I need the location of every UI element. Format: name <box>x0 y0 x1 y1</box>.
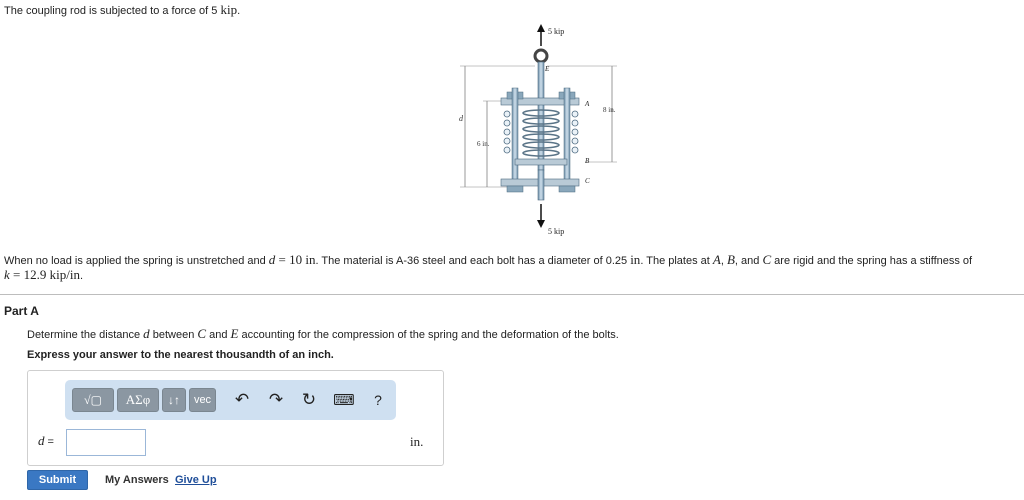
help-icon[interactable]: ? <box>374 392 382 408</box>
give-up-link[interactable]: Give Up <box>175 474 217 486</box>
intro-force-unit: kip <box>220 2 238 17</box>
label-B: B <box>585 157 590 165</box>
var-A: A <box>712 252 721 267</box>
unit-in: in <box>630 252 641 267</box>
statement-period: . <box>79 270 84 282</box>
answer-variable-label <box>38 433 54 449</box>
var-d: d <box>268 252 276 267</box>
question-var-C: C <box>197 326 207 341</box>
label-C: C <box>585 177 590 185</box>
section-divider <box>0 294 1024 295</box>
coupling-rod-figure <box>455 22 635 242</box>
load-top-label: 5 kip <box>548 27 565 36</box>
var-C: C <box>762 252 772 267</box>
answer-equals: = <box>44 436 54 448</box>
question-text-2: between <box>149 329 198 341</box>
statement-text-1: When no load is applied the spring is unstretched and <box>4 255 269 267</box>
math-toolbar <box>65 380 396 420</box>
problem-intro <box>4 2 240 18</box>
load-arrow-down-icon <box>537 220 545 228</box>
bolt-left <box>512 88 518 184</box>
var-B: B <box>726 252 735 267</box>
submit-button[interactable]: Submit <box>27 470 88 490</box>
dimension-d-label: d <box>459 114 463 123</box>
part-a-title: Part A <box>4 304 39 318</box>
statement-text-4: are rigid and the spring has a stiffness of <box>771 255 973 267</box>
bolt-right <box>564 88 570 184</box>
question-var-d: d <box>143 326 150 341</box>
dimension-8in-label: 8 in. <box>603 106 616 114</box>
answer-instruction: Express your answer to the nearest thousandth of an inch. <box>27 349 334 361</box>
k-value: = 12.9 kip/in <box>9 267 80 282</box>
reset-icon[interactable]: ↻ <box>301 390 317 409</box>
answer-var-d: d <box>38 433 45 448</box>
statement-text-2: . The material is A-36 steel and each bolt has a diameter of 0.25 <box>315 255 631 267</box>
load-arrow-up-icon <box>537 24 545 32</box>
load-bottom-label: 5 kip <box>548 227 565 236</box>
answer-unit: in. <box>410 434 424 449</box>
var-k: k <box>4 267 10 282</box>
template-button[interactable]: √▢ <box>72 388 114 412</box>
keyboard-icon[interactable]: ⌨ <box>333 392 355 409</box>
symbols-button[interactable]: ΑΣφ <box>117 388 159 412</box>
question-text-1: Determine the distance <box>27 329 144 341</box>
undo-icon[interactable]: ↶ <box>234 390 250 409</box>
d-value: = 10 in <box>275 252 316 267</box>
subscript-superscript-button[interactable]: ↓↑ <box>162 388 186 412</box>
label-A: A <box>585 100 590 108</box>
label-E: E <box>545 65 550 73</box>
my-answers-link[interactable]: My Answers <box>105 474 169 486</box>
vector-button[interactable]: vec <box>189 388 216 412</box>
answer-input[interactable] <box>66 429 146 456</box>
statement-comma-1: , <box>720 255 727 267</box>
dimension-6in-label: 6 in. <box>477 140 490 148</box>
problem-statement <box>4 253 1020 283</box>
question-text-4: accounting for the compression of the spring and the deformation of the bolts. <box>238 329 619 341</box>
answer-panel <box>27 370 444 466</box>
statement-text-3: . The plates at <box>640 255 713 267</box>
intro-period: . <box>237 5 241 17</box>
statement-comma-2: , and <box>734 255 763 267</box>
part-a-question <box>27 326 619 342</box>
intro-text: The coupling rod is subjected to a force of 5 <box>4 5 221 17</box>
question-text-3: and <box>206 329 231 341</box>
plate-B <box>515 159 567 165</box>
redo-icon[interactable]: ↷ <box>268 390 284 409</box>
question-var-E: E <box>230 326 239 341</box>
eye-ring <box>535 50 547 62</box>
